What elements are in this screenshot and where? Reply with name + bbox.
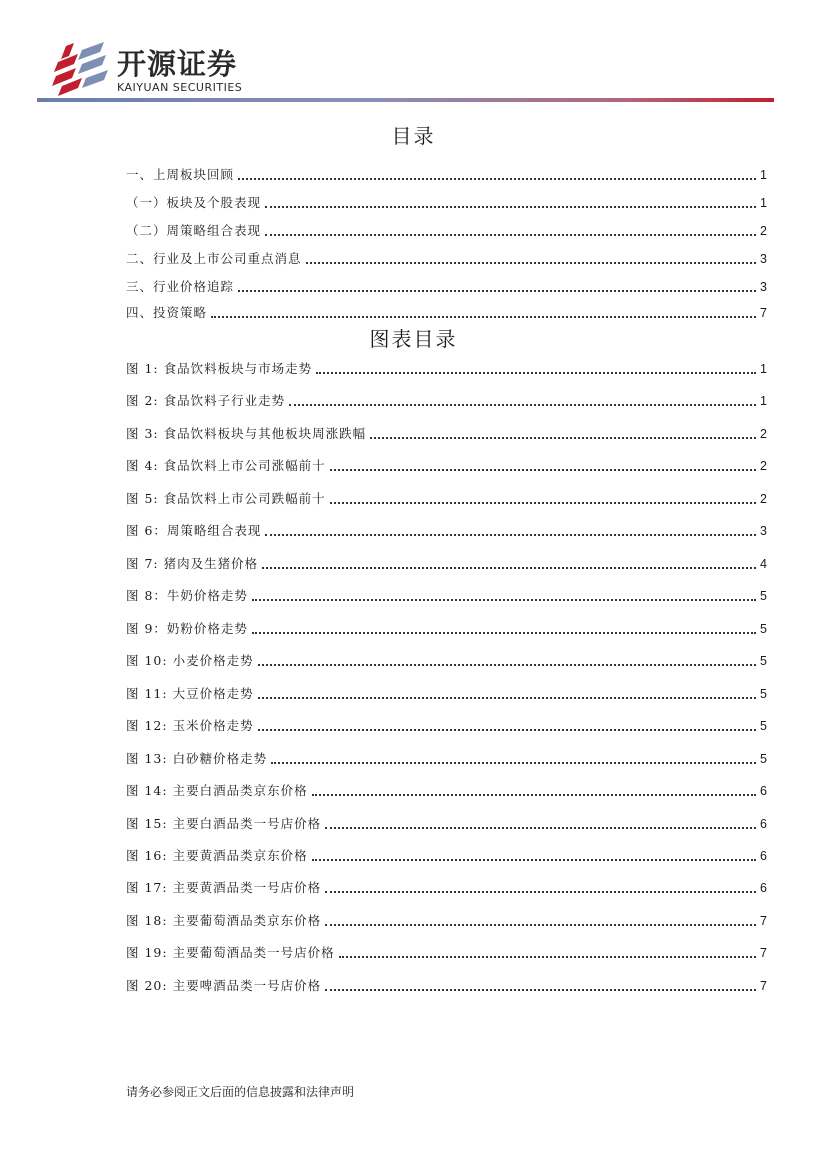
toc-entry[interactable]: [126, 250, 767, 268]
figure-entry-label: 图 2: 食品饮料子行业走势: [126, 393, 286, 408]
company-name-cn: 开源证券: [117, 47, 238, 81]
figure-entry[interactable]: [126, 879, 767, 897]
figure-entry[interactable]: [126, 360, 767, 378]
figure-entry-page: 4: [760, 557, 767, 571]
figure-entry-label: 图 12: 玉米价格走势: [126, 718, 254, 733]
toc-entry-page: 7: [760, 306, 767, 320]
figure-entry-label: 图 17: 主要黄酒品类一号店价格: [126, 880, 322, 895]
figure-entry[interactable]: [126, 847, 767, 865]
figure-entry-page: 2: [760, 492, 767, 506]
toc-entry-label: 二、行业及上市公司重点消息: [126, 251, 302, 266]
figure-entry-label: 图 19: 主要葡萄酒品类一号店价格: [126, 945, 335, 960]
dot-leader: [258, 697, 756, 699]
toc-entry[interactable]: [126, 194, 767, 212]
figure-entry-label: 图 7: 猪肉及生猪价格: [126, 556, 259, 571]
toc-entry-label: 四、投资策略: [126, 305, 208, 320]
dot-leader: [316, 372, 756, 374]
figure-entry-page: 7: [760, 979, 767, 993]
dot-leader: [325, 891, 756, 893]
figure-entry[interactable]: [126, 750, 767, 768]
dot-leader: [262, 567, 756, 569]
toc-entry[interactable]: [126, 166, 767, 184]
figure-entry-page: 6: [760, 817, 767, 831]
figure-entry-page: 5: [760, 752, 767, 766]
toc-entry-label: （二）周策略组合表现: [126, 223, 262, 238]
dot-leader: [289, 404, 756, 406]
figure-entry-label: 图 1: 食品饮料板块与市场走势: [126, 361, 313, 376]
figure-entry-page: 5: [760, 589, 767, 603]
figure-entry[interactable]: [126, 652, 767, 670]
dot-leader: [265, 534, 756, 536]
figure-entry-label: 图 18: 主要葡萄酒品类京东价格: [126, 913, 322, 928]
figure-entry[interactable]: [126, 685, 767, 703]
figure-entry-page: 7: [760, 946, 767, 960]
toc-entry-label: 三、行业价格追踪: [126, 279, 235, 294]
figure-entry-page: 3: [760, 524, 767, 538]
figure-entry-page: 6: [760, 849, 767, 863]
figure-entry[interactable]: [126, 717, 767, 735]
figure-entry-page: 2: [760, 427, 767, 441]
toc-entry-page: 1: [760, 196, 767, 210]
figure-entry-label: 图 20: 主要啤酒品类一号店价格: [126, 978, 322, 993]
dot-leader: [238, 178, 756, 180]
figure-entry-page: 6: [760, 881, 767, 895]
figure-entry-page: 5: [760, 719, 767, 733]
dot-leader: [325, 989, 756, 991]
figure-entry[interactable]: [126, 815, 767, 833]
figure-entry-page: 2: [760, 459, 767, 473]
dot-leader: [265, 206, 756, 208]
figure-entry[interactable]: [126, 490, 767, 508]
figures-title: 图表目录: [369, 327, 458, 351]
toc-entry-page: 1: [760, 168, 767, 182]
figure-entry[interactable]: [126, 392, 767, 410]
figure-entry-label: 图 6：周策略组合表现: [126, 523, 262, 538]
figure-entry[interactable]: [126, 782, 767, 800]
figure-entry-page: 1: [760, 394, 767, 408]
toc-entry-label: 一、上周板块回顾: [126, 167, 235, 182]
dot-leader: [312, 794, 756, 796]
dot-leader: [325, 924, 756, 926]
kaiyuan-logo-icon: [52, 42, 114, 96]
figure-entry-label: 图 9：奶粉价格走势: [126, 621, 248, 636]
figure-entry-page: 5: [760, 687, 767, 701]
figure-entry-page: 7: [760, 914, 767, 928]
dot-leader: [211, 316, 756, 318]
dot-leader: [312, 859, 756, 861]
figure-entry[interactable]: [126, 425, 767, 443]
footer-disclaimer: 请务必参阅正文后面的信息披露和法律声明: [126, 1085, 355, 1099]
toc-entry-page: 3: [760, 252, 767, 266]
dot-leader: [258, 729, 756, 731]
figure-entry-label: 图 15: 主要白酒品类一号店价格: [126, 816, 322, 831]
dot-leader: [238, 290, 756, 292]
dot-leader: [325, 827, 756, 829]
figure-entry[interactable]: [126, 620, 767, 638]
figure-entry-page: 5: [760, 622, 767, 636]
figure-entry[interactable]: [126, 457, 767, 475]
figure-entry-label: 图 11: 大豆价格走势: [126, 686, 254, 701]
figure-entry-label: 图 3: 食品饮料板块与其他板块周涨跌幅: [126, 426, 367, 441]
toc-entry[interactable]: [126, 222, 767, 240]
figure-entry-page: 5: [760, 654, 767, 668]
toc-entry[interactable]: [126, 304, 767, 322]
figure-entry[interactable]: [126, 522, 767, 540]
toc-title: 目录: [391, 124, 436, 148]
figure-entry-page: 1: [760, 362, 767, 376]
dot-leader: [271, 762, 756, 764]
toc-entry[interactable]: [126, 278, 767, 296]
dot-leader: [252, 599, 756, 601]
dot-leader: [330, 502, 756, 504]
figure-entry[interactable]: [126, 912, 767, 930]
dot-leader: [339, 956, 756, 958]
dot-leader: [370, 437, 756, 439]
figure-entry-label: 图 16: 主要黄酒品类京东价格: [126, 848, 308, 863]
dot-leader: [306, 262, 757, 264]
figure-entry[interactable]: [126, 555, 767, 573]
dot-leader: [258, 664, 756, 666]
figure-entry-label: 图 5: 食品饮料上市公司跌幅前十: [126, 491, 326, 506]
toc-entry-label: （一）板块及个股表现: [126, 195, 262, 210]
toc-entry-page: 2: [760, 224, 767, 238]
company-name-en: KAIYUAN SECURITIES: [117, 81, 243, 94]
figure-entry-label: 图 10: 小麦价格走势: [126, 653, 254, 668]
figure-entry[interactable]: [126, 944, 767, 962]
dot-leader: [252, 632, 756, 634]
header-divider: [37, 98, 774, 102]
figure-entry[interactable]: [126, 977, 767, 995]
toc-entry-page: 3: [760, 280, 767, 294]
figure-entry-page: 6: [760, 784, 767, 798]
figure-entry-label: 图 4: 食品饮料上市公司涨幅前十: [126, 458, 326, 473]
dot-leader: [265, 234, 756, 236]
dot-leader: [330, 469, 756, 471]
figure-entry-label: 图 14: 主要白酒品类京东价格: [126, 783, 308, 798]
figure-entry[interactable]: [126, 587, 767, 605]
figure-entry-label: 图 13: 白砂糖价格走势: [126, 751, 268, 766]
figure-entry-label: 图 8：牛奶价格走势: [126, 588, 248, 603]
